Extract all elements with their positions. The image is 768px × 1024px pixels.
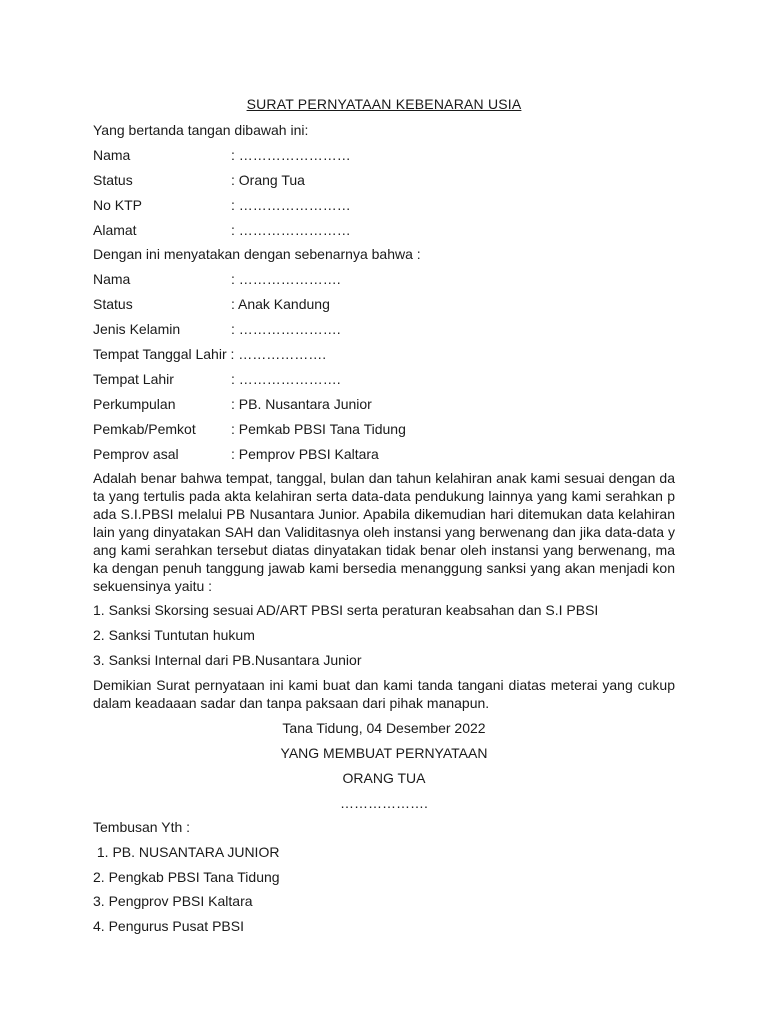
signature-line: ……………….	[340, 795, 428, 811]
cc-heading: Tembusan Yth :	[93, 819, 191, 835]
field-label: Perkumpulan	[93, 396, 176, 412]
sanction-item: 3. Sanksi Internal dari PB.Nusantara Junior	[93, 652, 362, 668]
statement-intro: Dengan ini menyatakan dengan sebenarnya bahwa :	[93, 246, 421, 262]
field-label: Status	[93, 172, 133, 188]
field-label: No KTP	[93, 197, 143, 213]
field-label: Alamat	[93, 222, 137, 238]
signer-field-ktp	[93, 196, 351, 214]
field-value: : ……………………	[231, 222, 351, 238]
field-label: Nama	[93, 271, 131, 287]
cc-item: 2. Pengkab PBSI Tana Tidung	[93, 869, 280, 885]
field-value: : Orang Tua	[231, 172, 305, 188]
child-field-status	[93, 295, 330, 313]
field-value: : Pemprov PBSI Kaltara	[231, 446, 379, 462]
child-field-gender	[93, 320, 341, 338]
field-value: : ……………….	[230, 346, 327, 362]
child-field-birth-place-date	[93, 345, 326, 363]
signer-field-name	[93, 146, 351, 164]
field-label: Jenis Kelamin	[93, 321, 181, 337]
field-label: Pemkab/Pemkot	[93, 421, 196, 437]
field-value: : ………………….	[231, 271, 341, 287]
cc-item: 3. Pengprov PBSI Kaltara	[93, 893, 253, 909]
field-value: : Pemkab PBSI Tana Tidung	[231, 421, 406, 437]
document-title: SURAT PERNYATAAN KEBENARAN USIA	[246, 96, 522, 112]
sanction-item: 2. Sanksi Tuntutan hukum	[93, 627, 255, 643]
field-label: Status	[93, 296, 133, 312]
child-field-name	[93, 270, 341, 288]
child-field-province	[93, 445, 379, 463]
child-field-regency	[93, 420, 406, 438]
field-value: : Anak Kandung	[231, 296, 330, 312]
field-value: : ……………………	[231, 197, 351, 213]
signatory-heading: YANG MEMBUAT PERNYATAAN	[280, 745, 488, 761]
closing-paragraph: Demikian Surat pernyataan ini kami buat dan kami tanda tangani diatas meterai yang cukup dalam keadaaan sadar dan tanpa paksaan dari pihak manapun.	[93, 677, 675, 711]
place-date: Tana Tidung, 04 Desember 2022	[282, 720, 486, 736]
signer-field-address	[93, 221, 351, 239]
field-label: Tempat Lahir	[93, 371, 174, 387]
cc-item: 1. PB. NUSANTARA JUNIOR	[93, 844, 280, 860]
field-label: Nama	[93, 147, 131, 163]
child-field-club	[93, 395, 372, 413]
child-field-birth-place	[93, 370, 341, 388]
signatory-role: ORANG TUA	[342, 770, 426, 786]
sanction-item: 1. Sanksi Skorsing sesuai AD/ART PBSI serta peraturan keabsahan dan S.I PBSI	[93, 602, 599, 618]
field-value: : PB. Nusantara Junior	[231, 396, 372, 412]
field-label: Tempat Tanggal Lahir	[93, 346, 227, 362]
cc-item: 4. Pengurus Pusat PBSI	[93, 918, 244, 934]
signer-field-status	[93, 171, 305, 189]
field-value: : ……………………	[231, 147, 351, 163]
field-label: Pemprov asal	[93, 446, 179, 462]
field-value: : ………………….	[231, 321, 341, 337]
body-paragraph: Adalah benar bahwa tempat, tanggal, bulan dan tahun kelahiran anak kami sesuai dengan data yang tertulis pada akta kelahiran serta data-data pendukung lainnya yang kami serahkan pada S.I.PBSI melalui PB Nusantara Junior. Apabila dikemudian hari ditemukan data kelahiran lain yang dinyatakan SAH dan Validitasnya oleh instansi yang berwenang dan jika data-data yang kami serahkan tersebut diatas dinyatakan tidak benar oleh instansi yang berwenang, maka dengan penuh tanggung jawab kami bersedia menanggung sanksi yang akan menjadi konsekuensinya yaitu :	[93, 470, 675, 594]
field-value: : ………………….	[231, 371, 341, 387]
intro-text: Yang bertanda tangan dibawah ini:	[93, 122, 309, 138]
